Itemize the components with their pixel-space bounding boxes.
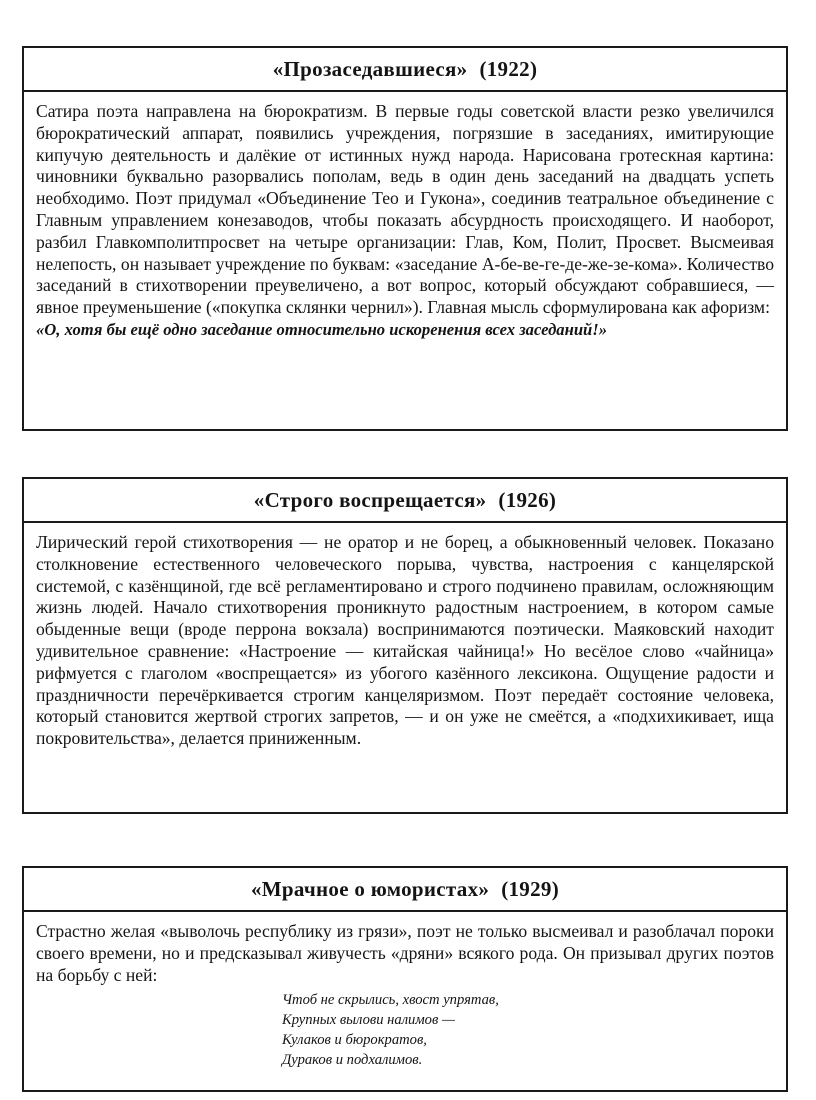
aphorism-quote: «О, хотя бы ещё одно заседание относительно искоренения всех заседаний!»: [36, 319, 608, 339]
title-text: «Строго воспрещается»: [253, 487, 487, 512]
body-paragraph: Страстно желая «выволочь республику из грязи», поэт не только высмеивал и разоблачал пороки своего времени, но и предсказывал живучесть «дряни» всякого рода. Он призывал других поэтов на борьбу с ней:: [36, 921, 774, 985]
poem-line: Дураков и подхалимов.: [282, 1052, 423, 1069]
title-year: (1926): [498, 487, 557, 512]
section-body: [24, 92, 786, 351]
title-text: «Мрачное о юмористах»: [251, 876, 490, 901]
section-card-mrachnoe-o-yumoristakh: [22, 866, 788, 1092]
body-paragraph: Лирический герой стихотворения — не оратор и не борец, а обыкновенный человек. Показано столкновение естественного человеческого порыва, чувства, настроения с канцелярской системой, с казёнщиной, где всё регламентировано и строго подчинено правилам, осложняющим жизнь людей. Начало стихотворения проникнуто радостным настроением, в котором самые обыденные вещи (вроде перрона вокзала) воспринимаются поэтически. Маяковский находит удивительное сравнение: «Настроение — китайская чайница!» Но весёлое слово «чайница» рифмуется с глаголом «воспрещается» из убогого казённого лексикона. Ощущение радости и праздничности перечёркивается строгим канцеляризмом. Поэт передаёт состояние человека, который становится жертвой строгих запретов, — и он уже не смеётся, а «подхихикивает, ища покровительства», делается приниженным.: [36, 532, 774, 749]
title-text: «Прозаседавшиеся»: [272, 56, 468, 81]
body-paragraph: Сатира поэта направлена на бюрократизм. В первые годы советской власти резко увеличился бюрократический аппарат, появились учреждения, погрязшие в заседаниях, имитирующие кипучую деятельность и далёкие от истинных нужд народа. Нарисована гротескная картина: чиновники буквально разорвались пополам, ведь в один день заседаний на двадцать успеть необходимо. Поэт придумал «Объединение Тео и Гукона», соединив театральное объединение с Главным управлением конезаводов, чтобы показать абсурдность происходящего. И наоборот, разбил Главкомполитпросвет на четыре организации: Глав, Ком, Полит, Просвет. Высмеивая нелепость, он называет учреждение по буквам: «заседание А-бе-ве-ге-де-же-зе-кома». Количество заседаний в стихотворении преувеличено, а вот вопрос, который обсуждают собравшиеся, — явное преуменьшение («покупка склянки чернил»). Главная мысль сформулирована как афоризм:: [36, 101, 774, 318]
title-year: (1929): [501, 876, 559, 901]
poem-line: Чтоб не скрылись, хвост упрятав,: [282, 992, 499, 1009]
section-title: [24, 479, 786, 523]
section-body: [24, 912, 786, 1080]
section-title: [24, 868, 786, 912]
poem-quote: [282, 990, 774, 1070]
section-title: [24, 48, 786, 92]
title-year: (1922): [479, 56, 538, 81]
poem-line: Кулаков и бюрократов,: [282, 1032, 427, 1049]
section-body: [24, 523, 786, 760]
section-card-strogo-vospreshchaetsya: [22, 477, 788, 814]
section-card-prozasedavshiesya: [22, 46, 788, 431]
poem-line: Крупных вылови налимов —: [282, 1012, 455, 1029]
